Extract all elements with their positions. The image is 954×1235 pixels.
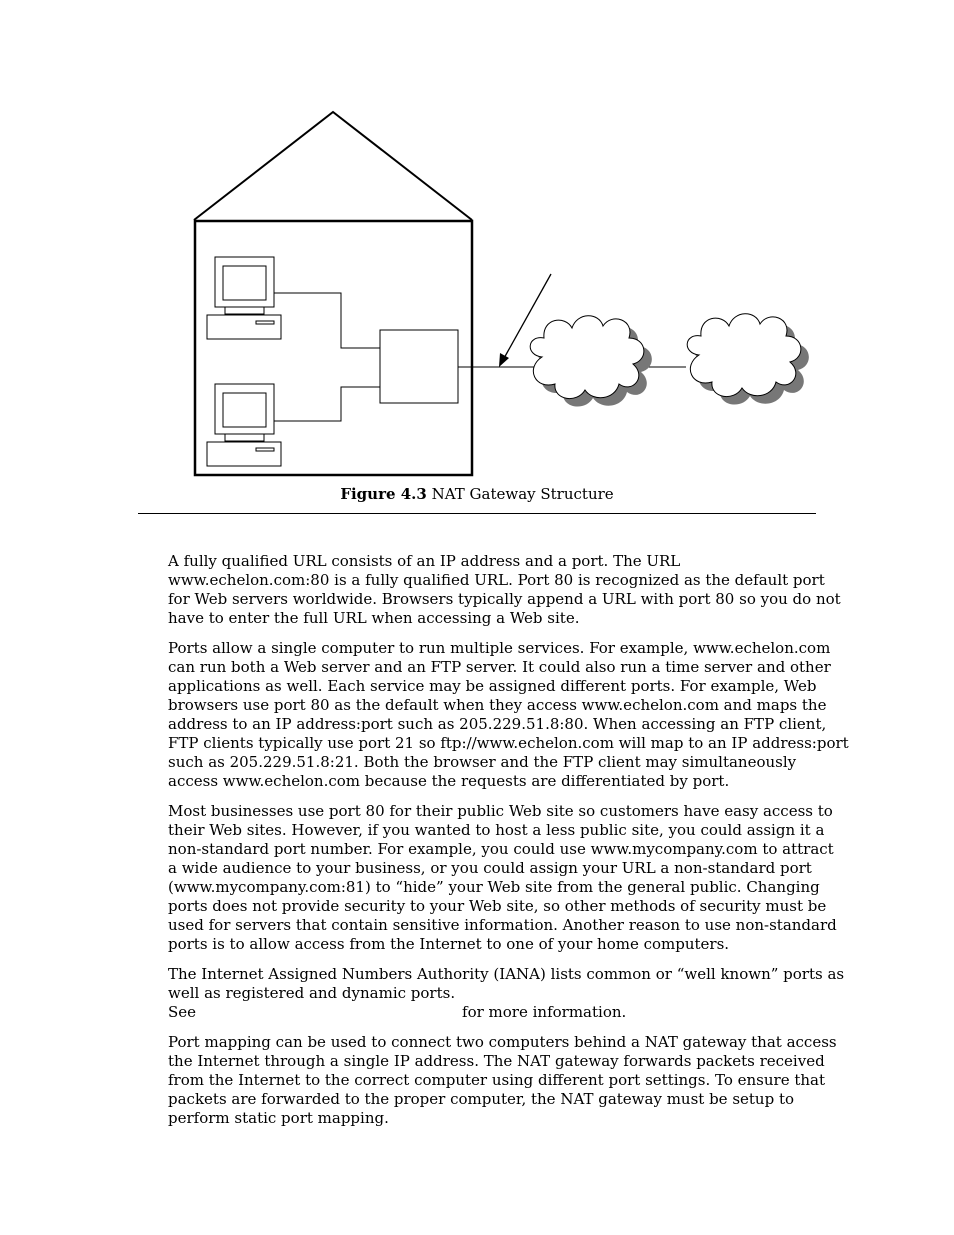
paragraph <box>168 965 845 1022</box>
text-line: can run both a Web server and an FTP server. It could also run a time server and other <box>168 658 831 676</box>
text-line: ports is to allow access from the Internet to one of your home computers. <box>168 935 730 953</box>
text-line: have to enter the full URL when accessing a Web site. <box>168 609 580 627</box>
text-line: access www.echelon.com because the requests are differentiated by port. <box>168 772 730 790</box>
text-line: packets are forwarded to the proper computer, the NAT gateway must be setup to <box>168 1090 795 1108</box>
text-line: www.echelon.com:80 is a fully qualified URL. Port 80 is recognized as the default port <box>168 571 825 589</box>
see-suffix: for more information. <box>462 1003 627 1021</box>
internet-cloud-icon <box>530 316 652 407</box>
text-line: FTP clients typically use port 21 so ftp://www.echelon.com will map to an IP address:port <box>168 734 849 752</box>
paragraph <box>168 552 841 628</box>
computer-icon <box>207 257 281 339</box>
text-line: browsers use port 80 as the default when they access www.echelon.com and maps the <box>168 696 827 714</box>
text-line: non-standard port number. For example, you could use www.mycompany.com to attract <box>168 840 834 858</box>
text-line: Ports allow a single computer to run multiple services. For example, www.echelon.com <box>168 639 831 657</box>
text-line: ports does not provide security to your Web site, so other methods of security must be <box>168 897 827 915</box>
figure-caption-label: Figure 4.3 <box>340 485 427 503</box>
body-text <box>168 552 849 1139</box>
text-line: The Internet Assigned Numbers Authority (IANA) lists common or “well known” ports as <box>168 965 845 983</box>
section-divider <box>138 513 816 514</box>
text-line: Port mapping can be used to connect two computers behind a NAT gateway that access <box>168 1033 837 1051</box>
text-line: Most businesses use port 80 for their public Web site so customers have easy access to <box>168 802 833 820</box>
computer-icon <box>207 384 281 466</box>
text-line: perform static port mapping. <box>168 1109 389 1127</box>
see-prefix: See <box>168 1003 197 1021</box>
nat-gateway-diagram <box>0 0 954 480</box>
nat-gateway-box <box>380 330 458 403</box>
text-line: for Web servers worldwide. Browsers typically append a URL with port 80 so you do not <box>168 590 841 608</box>
text-line: used for servers that contain sensitive information. Another reason to use non-standard <box>168 916 837 934</box>
text-line <box>168 1003 818 1022</box>
text-line: their Web sites. However, if you wanted to host a less public site, you could assign it a <box>168 821 825 839</box>
paragraph <box>168 802 837 954</box>
text-line: a wide audience to your business, or you could assign your URL a non-standard port <box>168 859 812 877</box>
text-line: A fully qualified URL consists of an IP address and a port. The URL <box>168 552 681 570</box>
internet-cloud-icon <box>687 314 809 405</box>
figure-caption <box>0 485 954 503</box>
paragraph <box>168 1033 837 1128</box>
text-line: the Internet through a single IP address. The NAT gateway forwards packets received <box>168 1052 825 1070</box>
text-line: (www.mycompany.com:81) to “hide” your Web site from the general public. Changing <box>168 878 820 896</box>
text-line: such as 205.229.51.8:21. Both the browser and the FTP client may simultaneously <box>168 753 797 771</box>
text-line: from the Internet to the correct computer using different port settings. To ensure that <box>168 1071 825 1089</box>
figure-caption-text: NAT Gateway Structure <box>426 485 614 503</box>
text-line: address to an IP address:port such as 205.229.51.8:80. When accessing an FTP client, <box>168 715 827 733</box>
text-line: applications as well. Each service may be assigned different ports. For example, Web <box>168 677 817 695</box>
text-line: well as registered and dynamic ports. <box>168 984 456 1002</box>
paragraph <box>168 639 849 791</box>
